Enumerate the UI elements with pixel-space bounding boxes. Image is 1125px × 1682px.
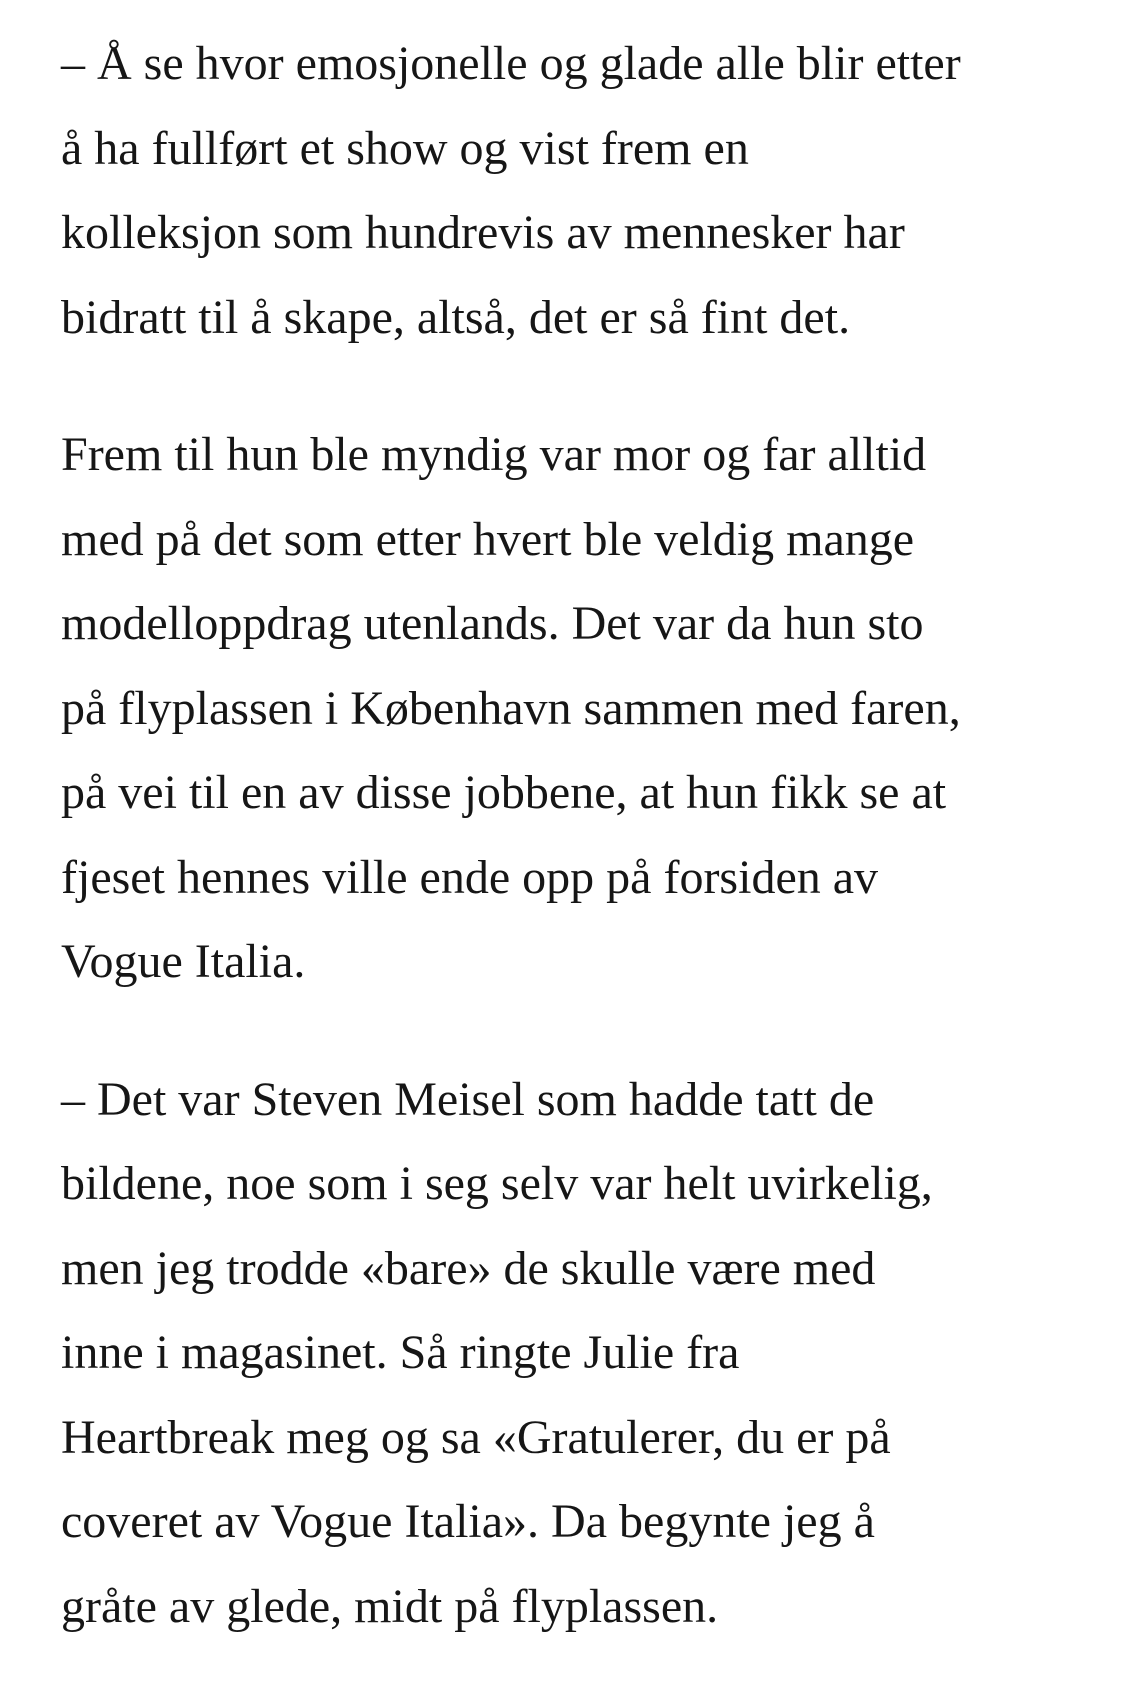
text-line: – Det var Steven Meisel som hadde tatt de bbox=[61, 1072, 875, 1126]
text-line: men jeg trodde «bare» de skulle være med bbox=[61, 1241, 876, 1295]
paragraph-quote-emotional bbox=[61, 22, 1071, 360]
text-line: Vogue Italia. bbox=[61, 935, 306, 988]
text-line: bidratt til å skape, altså, det er så fint det. bbox=[61, 290, 851, 344]
text-line: kolleksjon som hundrevis av mennesker har bbox=[61, 206, 905, 259]
paragraph-quote-vogue bbox=[61, 1058, 1071, 1650]
text-line: på vei til en av disse jobbene, at hun fikk se at bbox=[61, 766, 947, 819]
text-line: Frem til hun ble myndig var mor og far alltid bbox=[61, 428, 927, 481]
text-line: gråte av glede, midt på flyplassen. bbox=[61, 1579, 719, 1633]
text-line: på flyplassen i København sammen med faren, bbox=[61, 681, 961, 735]
text-line: modelloppdrag utenlands. Det var da hun sto bbox=[61, 597, 924, 650]
text-line: fjeset hennes ville ende opp på forsiden av bbox=[61, 850, 879, 904]
paragraph-narrative bbox=[61, 413, 1071, 1005]
article-body bbox=[61, 22, 1071, 1649]
text-line: med på det som etter hvert ble veldig mange bbox=[61, 512, 915, 566]
text-line: coveret av Vogue Italia». Da begynte jeg å bbox=[61, 1495, 875, 1548]
text-line: – Å se hvor emosjonelle og glade alle blir etter bbox=[61, 37, 961, 90]
text-line: inne i magasinet. Så ringte Julie fra bbox=[61, 1326, 740, 1379]
text-line: å ha fullført et show og vist frem en bbox=[61, 121, 749, 175]
text-line: Heartbreak meg og sa «Gratulerer, du er på bbox=[61, 1410, 891, 1464]
text-line: bildene, noe som i seg selv var helt uvirkelig, bbox=[61, 1157, 933, 1210]
